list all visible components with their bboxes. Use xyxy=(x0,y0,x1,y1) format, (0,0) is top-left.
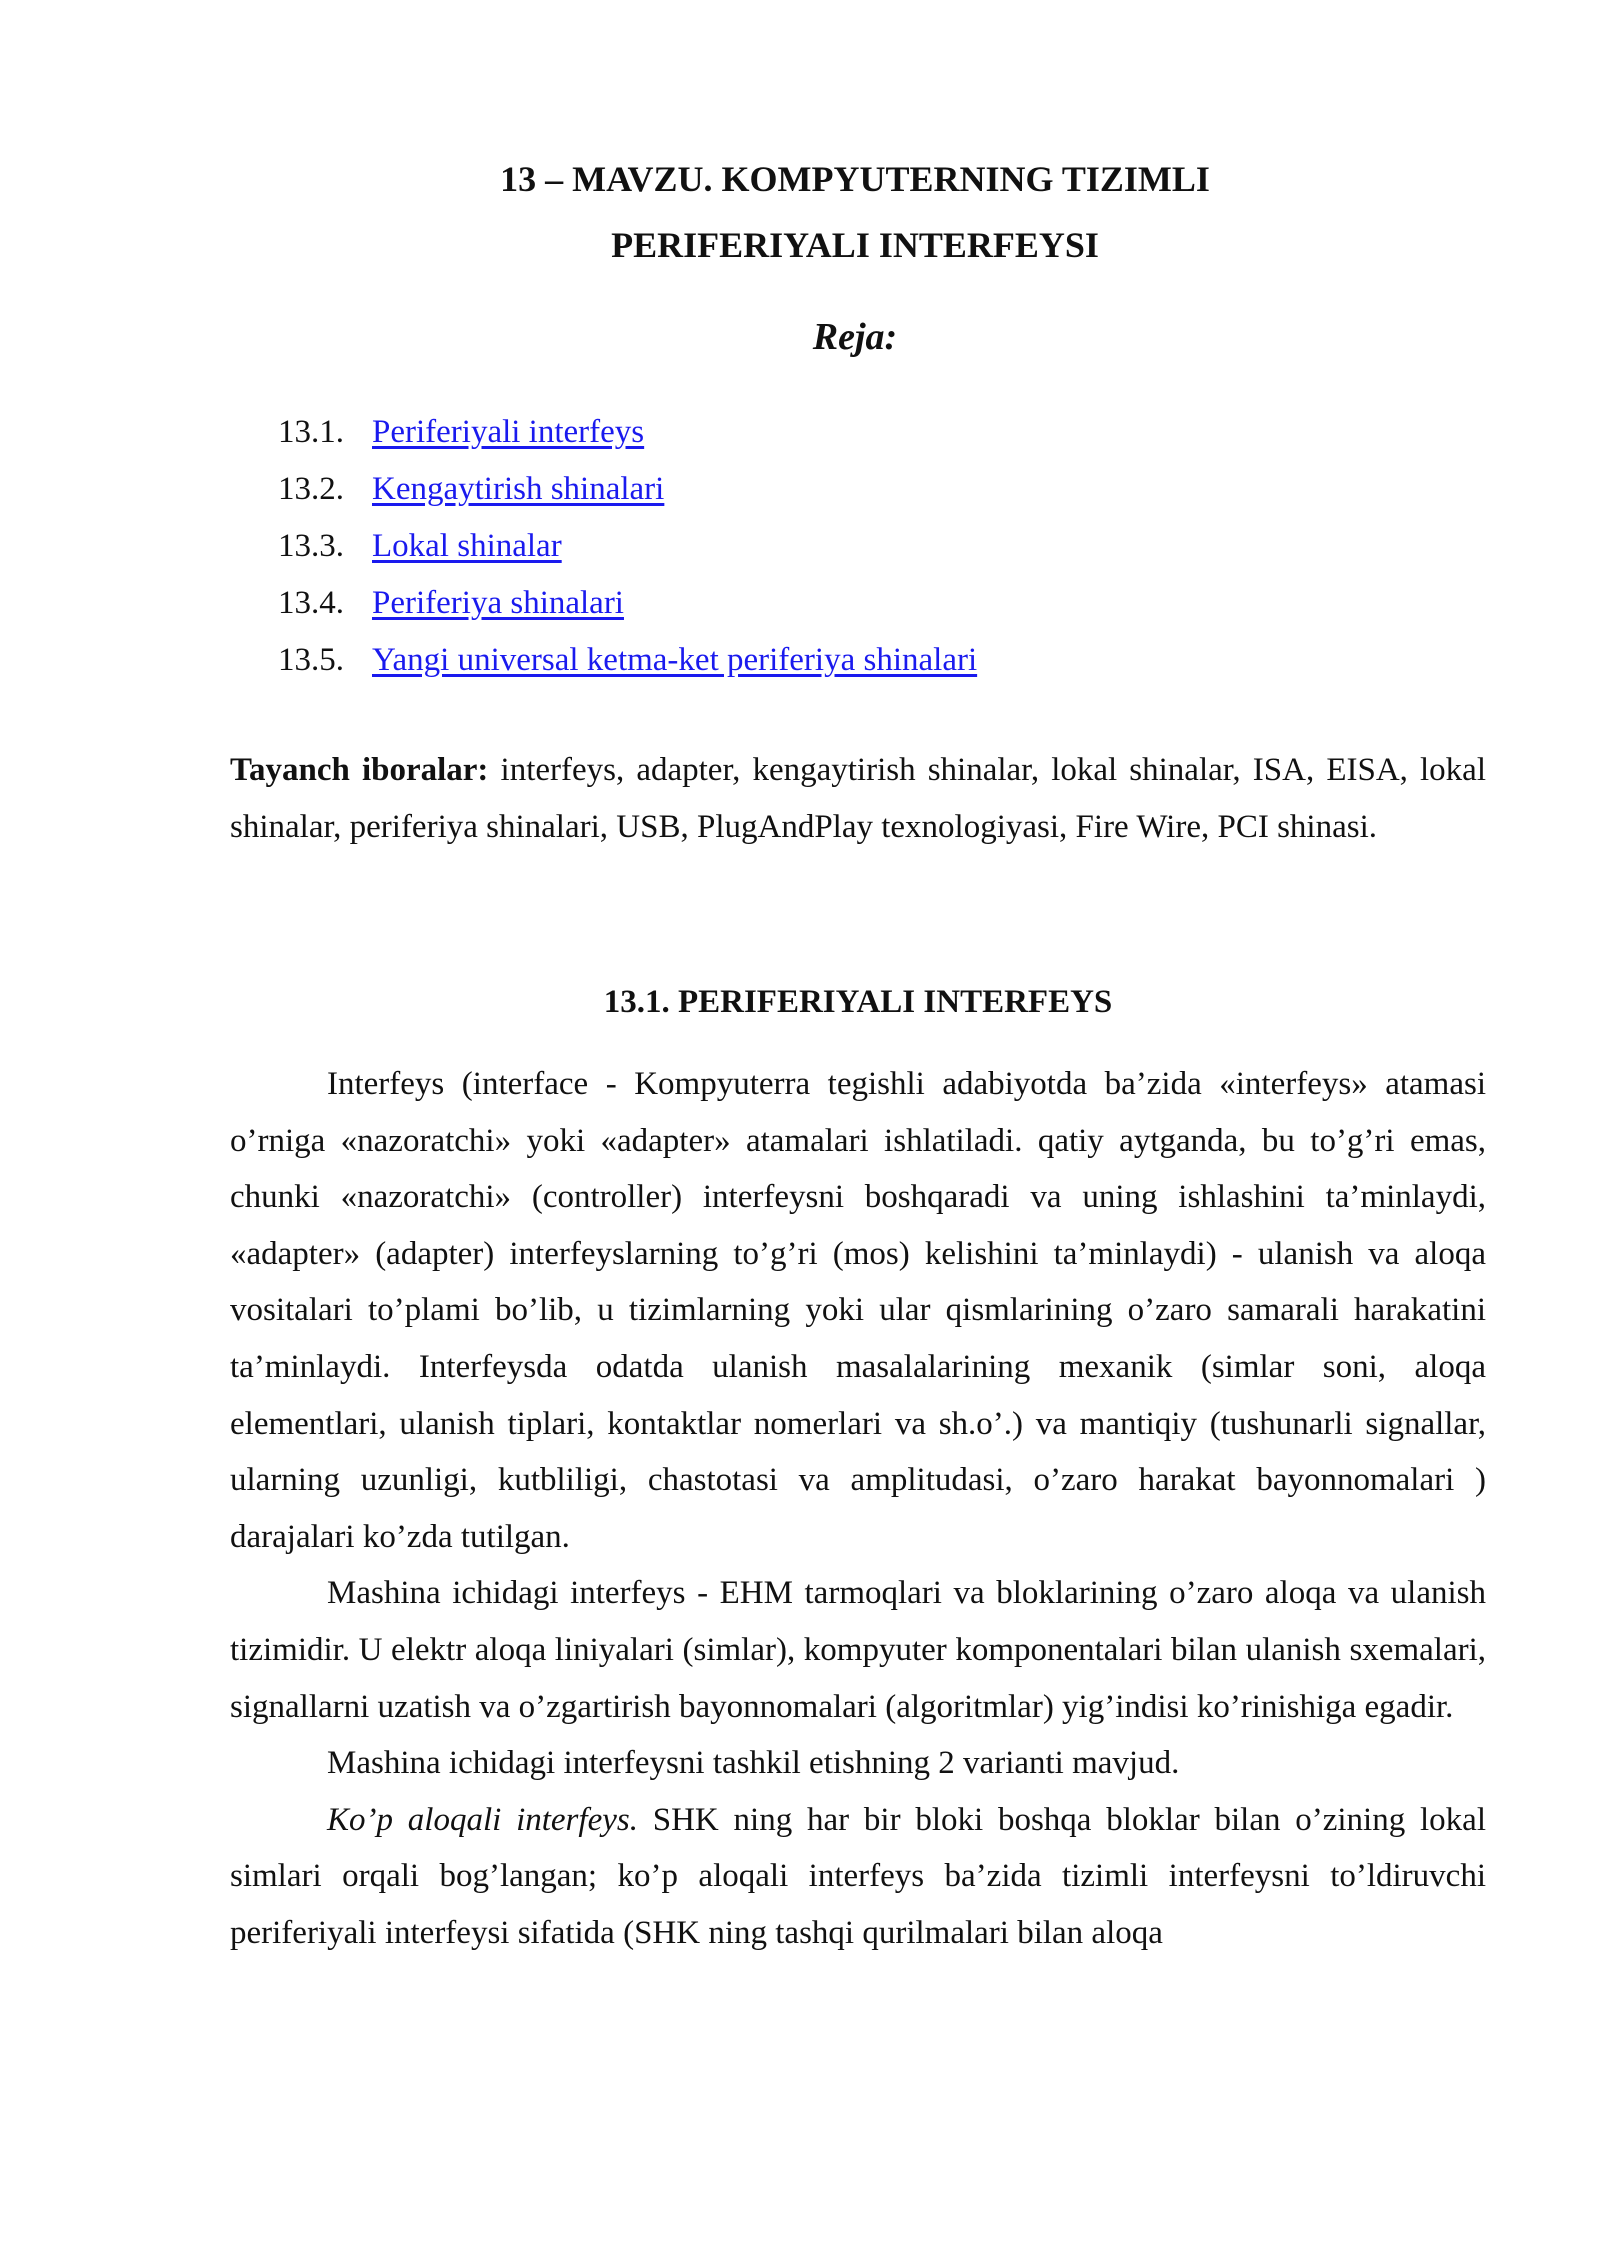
plan-item-number: 13.3. xyxy=(278,528,344,564)
plan-item-link[interactable]: Periferiya shinalari xyxy=(372,585,624,621)
body-paragraph: Mashina ichidagi interfeysni tashkil etishning 2 varianti mavjud. xyxy=(327,1745,1180,1782)
plan-item-link[interactable]: Kengaytirish shinalari xyxy=(372,471,665,507)
plan-item-link[interactable]: Lokal shinalar xyxy=(372,528,562,564)
keywords-paragraph xyxy=(230,742,1486,855)
body-paragraph-text: SHK ning har bir bloki boshqa bloklar bilan o’zining lokal simlari orqali bog’langan; ko’p aloqali interfeys ba’zida tizimli interfeysni to’ldiruvchi periferiyali interfeysi sifatida (SHK ning tashqi qurilmalari bilan aloqa xyxy=(230,1801,1486,1951)
body-text xyxy=(230,1056,1486,1962)
plan-list xyxy=(278,404,977,689)
plan-item xyxy=(278,575,977,632)
keywords-text: interfeys, adapter, kengaytirish shinalar, lokal shinalar, ISA, EISA, lokal shinalar, periferiya shinalari, USB, PlugAndPlay texnologiyasi, Fire Wire, PCI shinasi. xyxy=(230,752,1486,845)
title-line-1: 13 – MAVZU. KOMPYUTERNING TIZIMLI xyxy=(500,159,1210,199)
title-line-2: PERIFERIYALI INTERFEYSI xyxy=(611,225,1099,265)
plan-item-number: 13.2. xyxy=(278,471,344,507)
plan-item-number: 13.1. xyxy=(278,414,344,450)
page-title xyxy=(230,146,1480,278)
keywords-label: Tayanch iboralar: xyxy=(230,752,489,788)
plan-item xyxy=(278,461,977,518)
body-paragraph xyxy=(230,1792,1486,1962)
plan-item xyxy=(278,632,977,689)
section-heading: 13.1. PERIFERIYALI INTERFEYS xyxy=(603,984,1113,1020)
body-paragraph: Mashina ichidagi interfeys - EHM tarmoqlari va bloklarining o’zaro aloqa va ulanish tizimidir. U elektr aloqa liniyalari (simlar), kompyuter komponentalari bilan ulanish sxemalari, signallarni uzatish va o’zgartirish bayonnomalari (algoritmlar) yig’indisi ko’rinishiga egadir. xyxy=(230,1575,1486,1725)
plan-item-number: 13.4. xyxy=(278,585,344,621)
body-paragraph: Interfeys (interface - Kompyuterra tegishli adabiyotda ba’zida «interfeys» atamasi o’rniga «nazoratchi» yoki «adapter» atamalari ishlatiladi. qatiy aytganda, bu to’g’ri emas, chunki «nazoratchi» (controller) interfeysni boshqaradi va uning ishlashini ta’minlaydi, «adapter» (adapter) interfeyslarning to’g’ri (mos) kelishini ta’minlaydi) - ulanish va aloqa vositalari to’plami bo’lib, u tizimlarning yoki ular qismlarining o’zaro samarali harakatini ta’minlaydi. Interfeysda odatda ulanish masalalarining mexanik (simlar soni, aloqa elementlari, ulanish tiplari, kontaktlar nomerlari va sh.o’.) va mantiqiy (tushunarli signallar, ularning uzunligi, kutbliligi, chastotasi va amplitudasi, o’zaro harakat bayonnomalari ) darajalari ko’zda tutilgan. xyxy=(230,1066,1486,1555)
plan-heading: Reja: xyxy=(812,316,898,358)
italic-term: Ko’p aloqali interfeys. xyxy=(327,1801,638,1838)
plan-item-link[interactable]: Periferiyali interfeys xyxy=(372,414,645,450)
plan-item xyxy=(278,518,977,575)
plan-item-link[interactable]: Yangi universal ketma-ket periferiya shinalari xyxy=(372,642,978,678)
plan-item-number: 13.5. xyxy=(278,642,344,678)
plan-item xyxy=(278,404,977,461)
